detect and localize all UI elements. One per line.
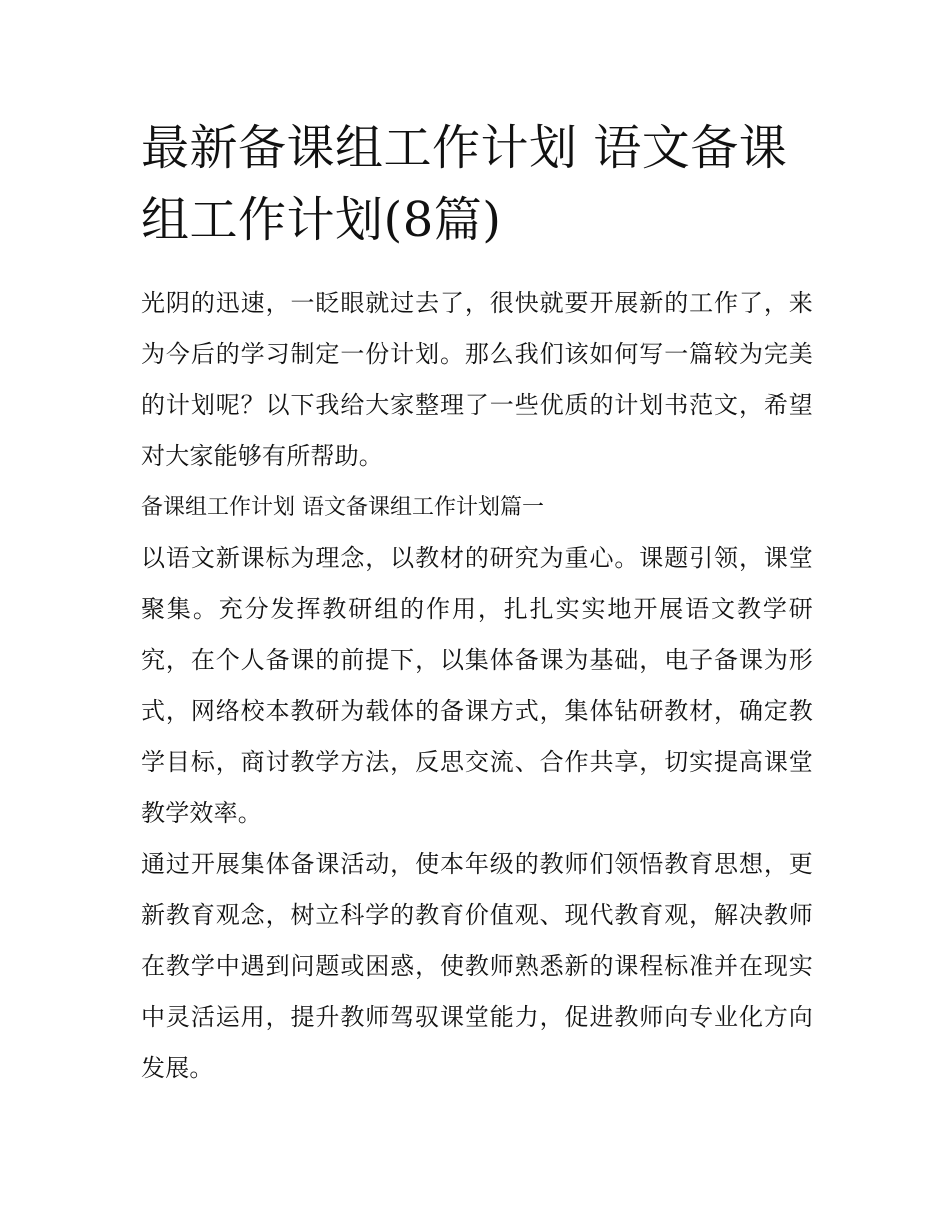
intro-paragraph: 光阴的迅速，一眨眼就过去了，很快就要开展新的工作了，来为今后的学习制定一份计划。那么我们该如何写一篇较为完美的计划呢？以下我给大家整理了一些优质的计划书范文，希望对大家能够有所帮助。 xyxy=(141,289,813,470)
document-page xyxy=(141,112,813,1094)
document-title: 最新备课组工作计划 语文备课组工作计划(8篇) xyxy=(141,120,788,248)
section-heading: 备课组工作计划 语文备课组工作计划篇一 xyxy=(141,495,544,520)
body-paragraph-1: 以语文新课标为理念，以教材的研究为重心。课题引领，课堂聚集。充分发挥教研组的作用，扎扎实实地开展语文教学研究，在个人备课的前提下，以集体备课为基础，电子备课为形式，网络校本教研为载体的备课方式，集体钻研教材，确定教学目标，商讨教学方法，反思交流、合作共享，切实提高课堂教学效率。 xyxy=(141,544,813,827)
body-paragraph-2: 通过开展集体备课活动，使本年级的教师们领悟教育思想，更新教育观念，树立科学的教育价值观、现代教育观，解决教师在教学中遇到问题或困惑，使教师熟悉新的课程标准并在现实中灵活运用，提升教师驾驭课堂能力，促进教师向专业化方向发展。 xyxy=(141,850,813,1082)
